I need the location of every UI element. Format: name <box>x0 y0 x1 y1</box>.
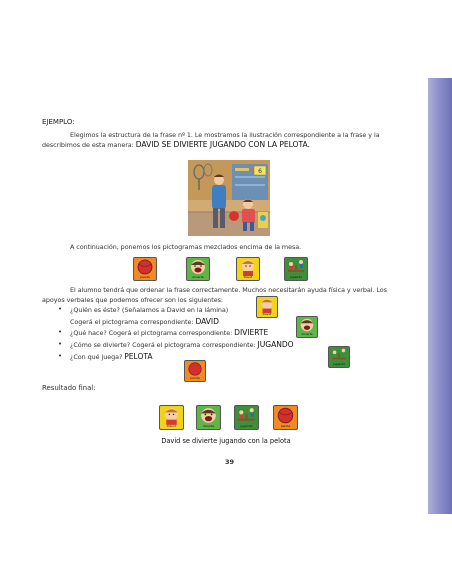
pictogram-pelota <box>133 257 157 281</box>
page-number: 39 <box>225 458 235 466</box>
example-heading: EJEMPLO: <box>42 118 75 126</box>
pictogram-jugando-hint <box>328 346 350 368</box>
paragraph-3-line-2: apoyos verbales que podemos ofrecer son los siguientes: <box>42 296 224 304</box>
bullet-dot: • <box>58 305 63 313</box>
pictogram-divierte <box>186 257 210 281</box>
pictogram-label: jugando <box>332 362 346 366</box>
pictogram-label: David <box>243 275 253 279</box>
pictogram-divierte-hint <box>296 316 318 338</box>
paragraph-3-line-1: El alumno tendrá que ordenar la frase correctamente. Muchos necesitarán ayuda física y verbal. Los <box>70 286 387 294</box>
bullet-dot: • <box>58 352 63 360</box>
pictogram-label: divierte <box>202 424 215 428</box>
bullet-dot: • <box>58 340 63 348</box>
paragraph-1-prefix: describimos de esta manera: <box>42 141 136 149</box>
bullet-2-question: ¿Qué hace? Cogerá el pictograma correspondiente: <box>70 329 235 337</box>
bullet-4-question: ¿Con qué juega? <box>70 353 125 361</box>
paragraph-1-line-1: Elegimos la estructura de la frase nº 1. Le mostramos la ilustración correspondiente a la frase y la <box>70 131 380 139</box>
scene-illustration <box>188 160 270 236</box>
pictogram-label: David <box>262 312 272 316</box>
bullet-4 <box>70 353 153 361</box>
bullet-3 <box>70 341 294 349</box>
pictogram-pelota-hint <box>184 360 206 382</box>
bullet-4-bold: PELOTA <box>124 352 153 361</box>
paragraph-1-line-2 <box>42 141 310 149</box>
final-sentence: David se divierte jugando con la pelota <box>161 437 291 445</box>
final-pictogram-divierte <box>196 405 221 430</box>
side-color-bar <box>428 78 452 514</box>
pictogram-label: pelota <box>280 424 291 428</box>
pictogram-jugando <box>284 257 308 281</box>
pictogram-label: pelota <box>190 376 200 380</box>
bullet-2-bold: DIVIERTE <box>234 328 269 337</box>
pictogram-label: jugando <box>289 275 303 279</box>
bullet-1-answer <box>70 318 219 326</box>
bullet-1-question: ¿Quién es éste? (Señalamos a David en la lámina) <box>70 306 229 314</box>
shop-sign-number: 6 <box>258 168 262 175</box>
pictogram-label: jugando <box>240 424 253 428</box>
bullet-1-answer-prefix: Cogerá el pictograma correspondiente: <box>70 318 196 326</box>
result-label: Resultado final: <box>42 384 96 392</box>
bullet-3-bold: JUGANDO <box>257 340 294 349</box>
pictogram-label: divierte <box>301 332 313 336</box>
final-pictogram-david <box>159 405 184 430</box>
paragraph-2: A continuación, ponemos los pictogramas mezclados encima de la mesa. <box>70 243 302 251</box>
bullet-2 <box>70 329 268 337</box>
pictogram-david <box>236 257 260 281</box>
final-pictogram-jugando <box>234 405 259 430</box>
pictogram-david-hint <box>256 296 278 318</box>
pictogram-label: pelota <box>140 275 150 279</box>
pictogram-label: divierte <box>192 275 204 279</box>
bullet-3-question: ¿Cómo se divierte? Cogerá el pictograma correspondiente: <box>70 341 258 349</box>
pictogram-label: David <box>167 424 176 428</box>
key-sentence: DAVID SE DIVIERTE JUGANDO CON LA PELOTA. <box>135 140 310 149</box>
bullet-dot: • <box>58 328 63 336</box>
final-pictogram-pelota <box>273 405 298 430</box>
bullet-1-answer-bold: DAVID <box>195 317 219 326</box>
